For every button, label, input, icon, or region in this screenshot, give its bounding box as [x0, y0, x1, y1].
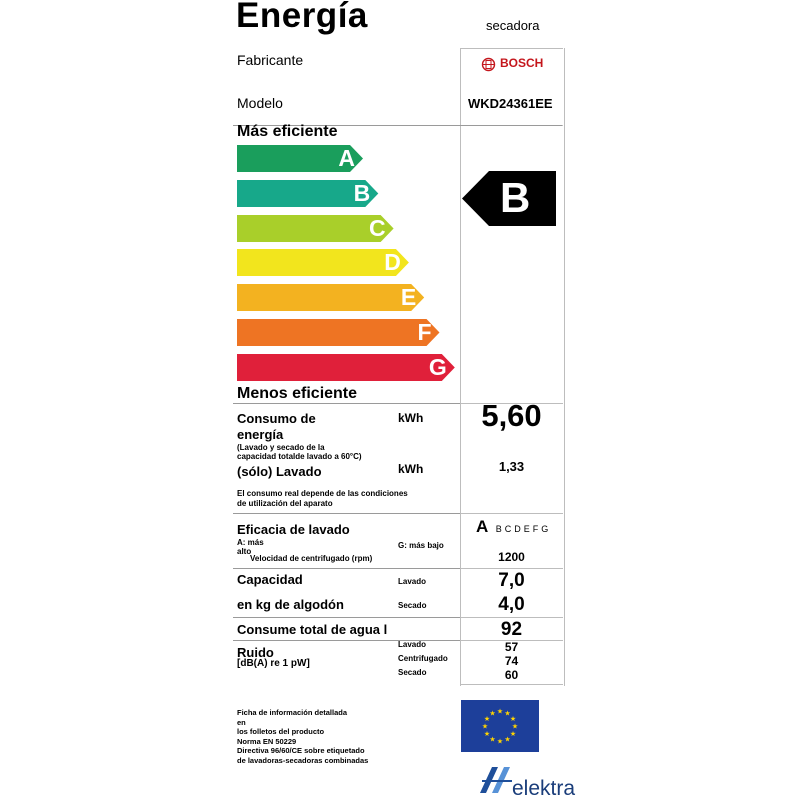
- eu-stars-icon: [461, 700, 539, 752]
- watermark-text: elektra: [512, 777, 576, 800]
- eu-star: ★: [483, 731, 491, 738]
- wash-only-value: 1,33: [498, 459, 525, 474]
- eu-star: ★: [504, 736, 511, 744]
- wash-efficiency-high: A: más: [237, 538, 264, 547]
- efficiency-bar-e: [237, 284, 425, 311]
- footer-line-5: Directiva 96/60/CE sobre etiquetado: [237, 746, 365, 755]
- efficiency-bar-f: [237, 319, 441, 346]
- capacity-label-line1: Capacidad: [237, 572, 303, 587]
- eu-star: ★: [504, 710, 511, 718]
- noise-wash-label: Lavado: [398, 640, 427, 649]
- efficiency-bar-letter: D: [384, 249, 401, 276]
- capacity-dry-value: 4,0: [498, 594, 525, 615]
- energy-note-line1: El consumo real depende de las condiciones: [237, 489, 408, 498]
- eu-star: ★: [489, 736, 496, 744]
- energy-note-line2: de utilización del aparato: [237, 499, 333, 508]
- wash-efficiency-high-2: alto: [237, 547, 252, 556]
- noise-wash-value: 57: [504, 640, 519, 654]
- eu-star: ★: [496, 738, 504, 746]
- energy-label-line1: Consumo de: [237, 411, 316, 426]
- manufacturer-label: Fabricante: [237, 52, 304, 68]
- model-value: WKD24361EE: [468, 96, 553, 111]
- efficiency-bar-letter: C: [368, 214, 386, 241]
- noise-spin-value: 74: [504, 654, 519, 668]
- eu-star: ★: [483, 716, 491, 723]
- energy-unit: kWh: [398, 411, 424, 425]
- water-value: 92: [500, 619, 523, 640]
- wash-efficiency-label: Eficacia de lavado: [237, 522, 350, 537]
- eu-star: ★: [481, 723, 489, 731]
- manufacturer-name: BOSCH: [500, 56, 544, 70]
- efficiency-bar-g: [237, 354, 456, 381]
- efficiency-bar-c: [237, 215, 395, 242]
- energy-sub-line2: capacidad totalde lavado a 60°C): [237, 452, 362, 461]
- efficiency-bar-letter: B: [353, 179, 371, 206]
- efficiency-bar-letter: A: [338, 145, 355, 171]
- footer-line-2: en: [237, 717, 246, 727]
- wash-only-unit: kWh: [398, 462, 424, 476]
- wash-efficiency-letter: A: [476, 517, 489, 536]
- efficiency-bar-letter: F: [417, 319, 432, 345]
- model-label: Modelo: [237, 95, 283, 111]
- energy-label-line2: energía: [237, 427, 284, 442]
- footer-line-3: los folletos del producto: [237, 727, 325, 736]
- eu-star: ★: [509, 731, 517, 738]
- noise-spin-label: Centrifugado: [398, 654, 448, 663]
- manufacturer-logo: [481, 56, 551, 72]
- eu-star: ★: [489, 710, 496, 718]
- efficiency-bar-a: [237, 145, 364, 172]
- noise-dry-value: 60: [504, 668, 519, 682]
- energy-value: 5,60: [481, 398, 542, 433]
- footer-line-1: Ficha de información detallada: [237, 708, 348, 717]
- eu-star: ★: [496, 708, 504, 716]
- current-class-indicator: [462, 171, 556, 226]
- scale-top-label: Más eficiente: [237, 123, 338, 140]
- spin-speed-label: Velocidad de centrifugado (rpm): [250, 554, 373, 563]
- label-title: Energía: [236, 0, 368, 35]
- capacity-dry-label: Secado: [398, 601, 427, 610]
- eu-flag: [461, 700, 539, 752]
- eu-star: ★: [509, 716, 517, 723]
- efficiency-bar-letter: G: [428, 353, 447, 380]
- capacity-label-line2: en kg de algodón: [237, 597, 344, 612]
- wash-efficiency-rating: [476, 517, 551, 539]
- efficiency-bar-d: [237, 249, 410, 276]
- footer-line-4: Norma EN 50229: [237, 736, 297, 746]
- energy-sub-line1: (Lavado y secado de la: [237, 443, 325, 452]
- water-label: Consume total de agua l: [237, 622, 388, 637]
- scale-bottom-label: Menos eficiente: [237, 385, 358, 402]
- noise-label: Ruido: [237, 645, 274, 660]
- current-class-letter: B: [500, 174, 531, 221]
- footer-line-6: de lavadoras-secadoras combinadas: [237, 755, 369, 765]
- capacity-wash-label: Lavado: [398, 577, 427, 586]
- bosch-logo-icon: [481, 57, 496, 72]
- spin-speed-value: 1200: [498, 550, 525, 564]
- noise-unit: [dB(A) re 1 pW]: [237, 658, 310, 669]
- noise-dry-label: Secado: [398, 668, 427, 677]
- efficiency-bar-b: [237, 180, 379, 207]
- wash-only-label: (sólo) Lavado: [237, 464, 322, 479]
- capacity-wash-value: 7,0: [498, 570, 525, 591]
- appliance-type: secadora: [486, 18, 540, 33]
- wash-efficiency-low: G: más bajo: [398, 541, 444, 550]
- efficiency-bar-letter: E: [400, 284, 417, 311]
- footer-info: [237, 708, 368, 765]
- wash-efficiency-scale: BCDEFG: [495, 524, 552, 534]
- watermark: [478, 763, 588, 799]
- eu-star: ★: [511, 723, 519, 731]
